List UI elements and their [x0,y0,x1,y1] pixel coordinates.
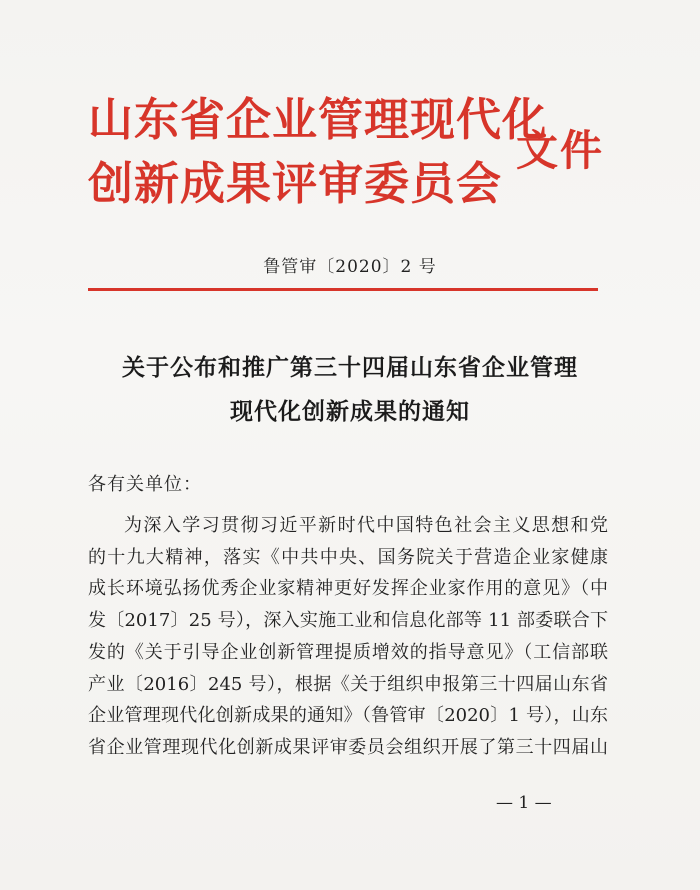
body-line: 省企业管理现代化创新成果评审委员会组织开展了第三十四届山 [88,736,608,758]
document-number: 鲁管审〔2020〕2 号 [263,257,437,277]
org-line-1: 山东省企业管理现代化 [88,93,549,146]
body-line: 的十九大精神，落实《中共中央、国务院关于营造企业家健康 [88,546,608,568]
salutation: 各有关单位： [88,474,202,495]
body-line: 产业〔2016〕245 号），根据《关于组织申报第三十四届山东省 [88,673,608,695]
body-line: 为深入学习贯彻习近平新时代中国特色社会主义思想和党 [124,515,608,536]
page-number: — 1 — [496,793,552,813]
body-line: 发〔2017〕25 号），深入实施工业和信息化部等 11 部委联合下 [88,610,608,632]
body-text [88,510,608,764]
notice-title [0,346,700,434]
body-line: 成长环境弘扬优秀企业家精神更好发挥企业家作用的意见》（中 [88,578,608,600]
org-line-2: 创新成果评审委员会 [88,157,503,210]
body-line: 企业管理现代化创新成果的通知》（鲁管审〔2020〕1 号），山东 [88,705,608,727]
title-line-2: 现代化创新成果的通知 [230,398,470,425]
red-divider-line [88,288,598,291]
body-line: 发的《关于引导企业创新管理提质增效的指导意见》（工信部联 [88,641,608,663]
issuing-organization [88,88,548,216]
document-type-label: 文件 [516,126,605,175]
title-line-1: 关于公布和推广第三十四届山东省企业管理 [122,354,578,381]
